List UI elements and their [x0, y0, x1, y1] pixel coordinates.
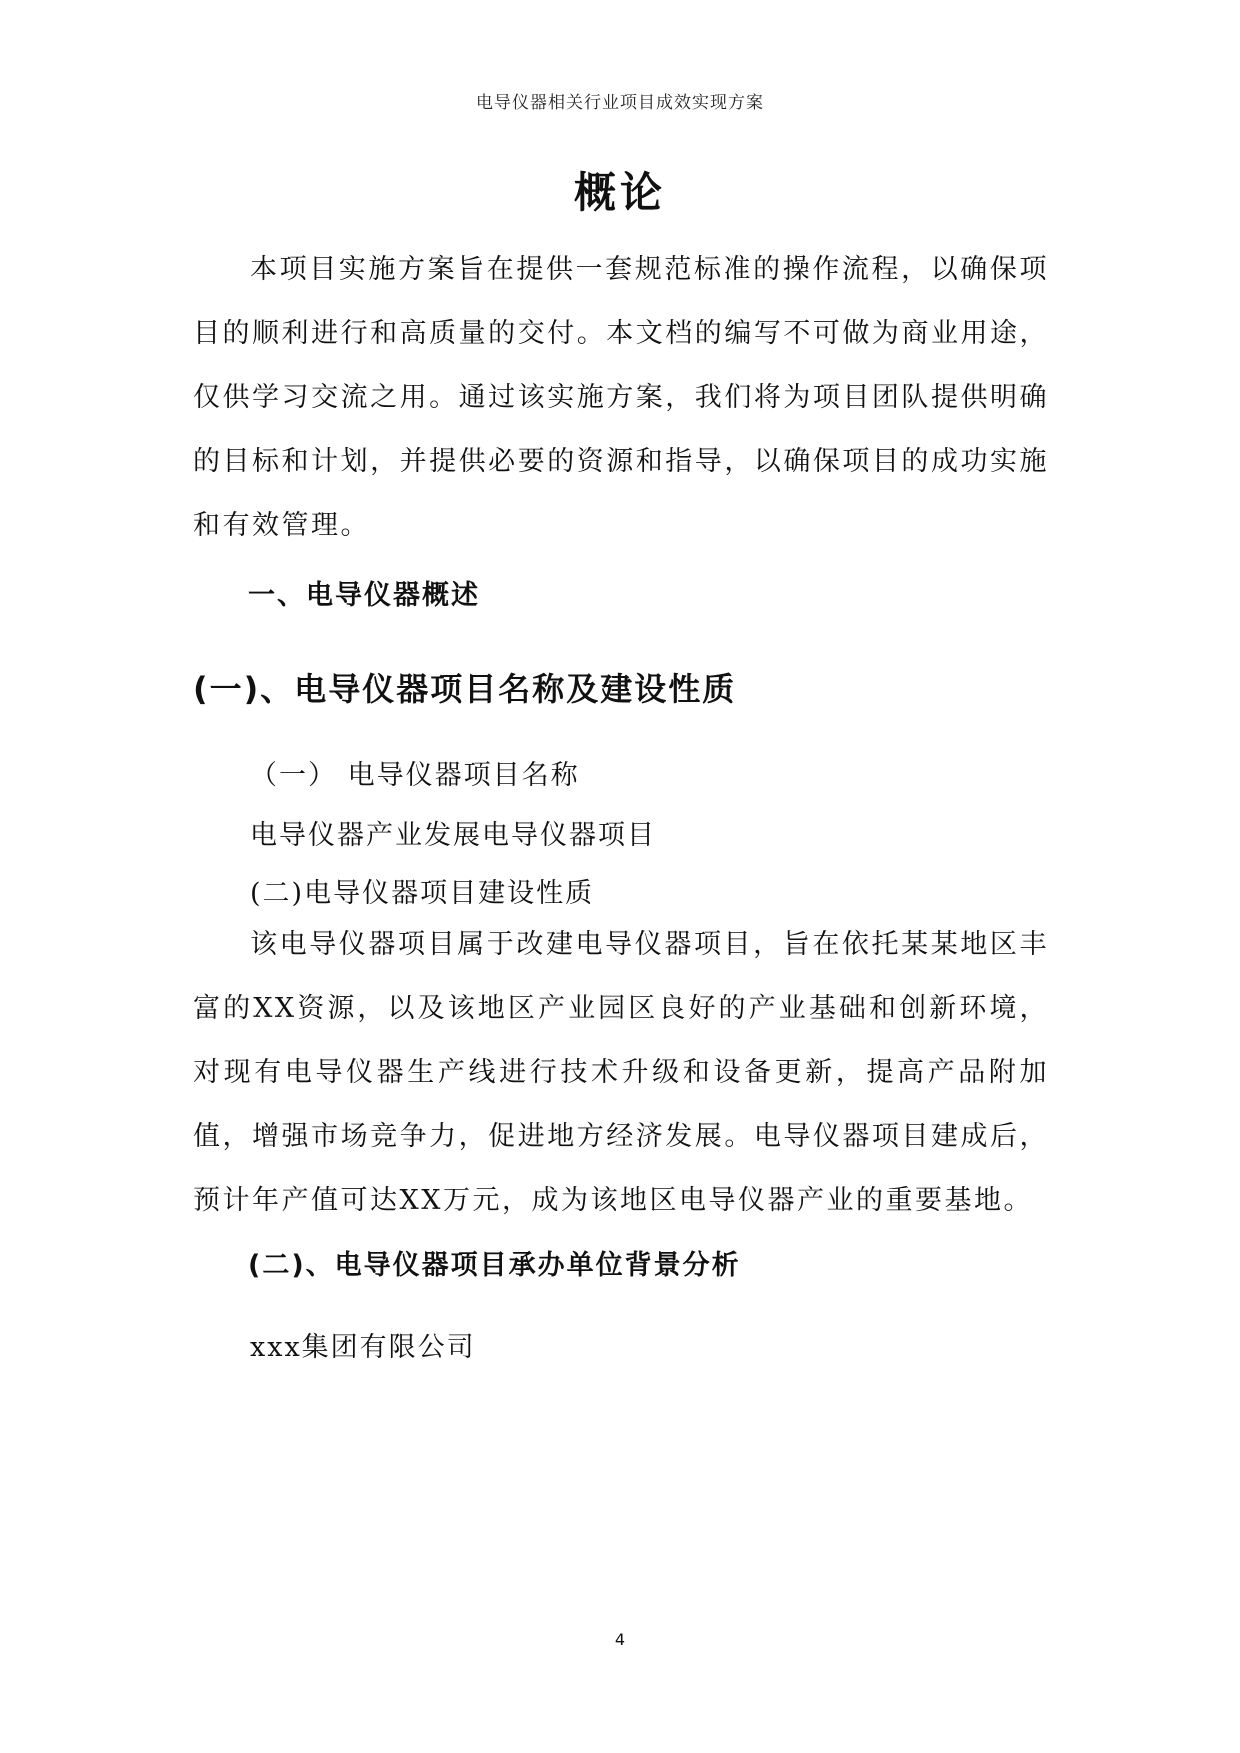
- running-header: 电导仪器相关行业项目成效实现方案: [476, 93, 764, 113]
- construction-nature-paragraph: 该电导仪器项目属于改建电导仪器项目，旨在依托某某地区丰富的XX资源，以及该地区产业园区良好的产业基础和创新环境，对现有电导仪器生产线进行技术升级和设备更新，提高产品附加值，增强市场竞争力，促进地方经济发展。电导仪器项目建成后，预计年产值可达XX万元，成为该地区电导仪器产业的重要基地。: [193, 929, 1049, 1216]
- item-label-construction-nature: (二)电导仪器项目建设性质: [250, 878, 595, 909]
- subsection-heading-project-name: (一)、电导仪器项目名称及建设性质: [193, 670, 737, 708]
- page-title: 概论: [573, 168, 666, 217]
- subsection-heading-sponsor: (二)、电导仪器项目承办单位背景分析: [248, 1250, 741, 1281]
- sponsor-company-name: xxx集团有限公司: [250, 1332, 476, 1363]
- item-value-project-name: 电导仪器产业发展电导仪器项目: [250, 820, 656, 851]
- item-label-project-name: （一） 电导仪器项目名称: [250, 760, 580, 791]
- section-heading-overview: 一、电导仪器概述: [248, 580, 480, 611]
- page-number: 4: [614, 1630, 626, 1649]
- intro-paragraph: 本项目实施方案旨在提供一套规范标准的操作流程，以确保项目的顺利进行和高质量的交付。本文档的编写不可做为商业用途，仅供学习交流之用。通过该实施方案，我们将为项目团队提供明确的目标和计划，并提供必要的资源和指导，以确保项目的成功实施和有效管理。: [193, 254, 1049, 541]
